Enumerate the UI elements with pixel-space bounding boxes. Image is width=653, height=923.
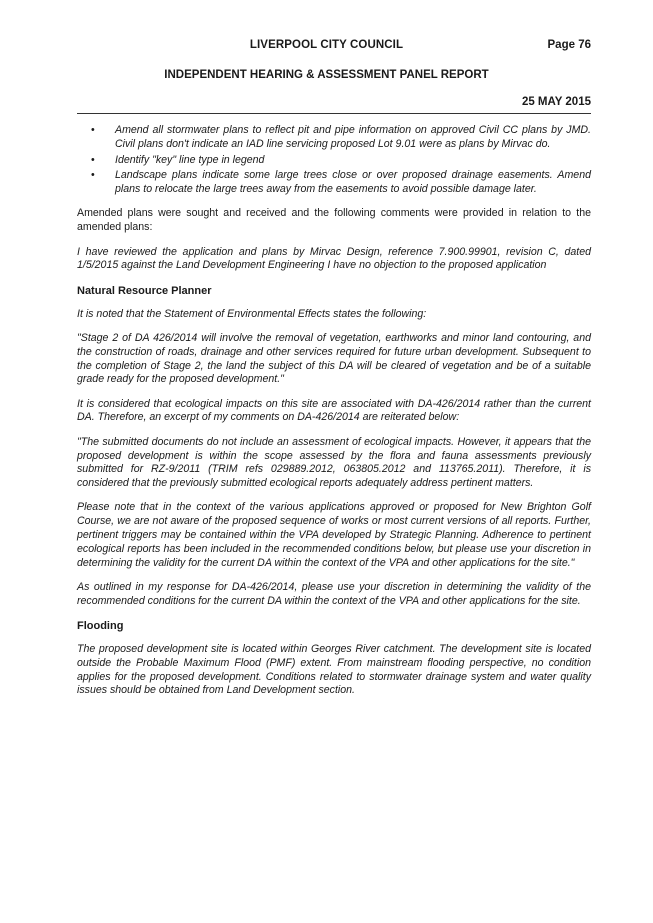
list-item-text: Identify "key" line type in legend [115,153,265,166]
list-item-text: Landscape plans indicate some large trees close or over proposed drainage easements. Amend plans to relocate the large trees away from the easements to avoid possible damage later. [115,169,591,196]
stage2-quote-paragraph: "Stage 2 of DA 426/2014 will involve the removal of vegetation, earthworks and minor land contouring, and the construction of roads, drainage and other services required for future urban development. Subsequent to the completion of Stage 2, the land the subject of this DA will be cleared of vegetation and be of a suitable grade ready for the proposed development." [77,331,591,386]
report-title: INDEPENDENT HEARING & ASSESSMENT PANEL REPORT [164,69,489,81]
natural-resource-heading: Natural Resource Planner [77,284,212,297]
report-date: 25 MAY 2015 [521,96,591,108]
list-item [77,124,591,152]
noted-paragraph: It is noted that the Statement of Environmental Effects states the following: [77,307,427,320]
document-body [77,124,591,709]
review-comment-paragraph: I have reviewed the application and plans by Mirvac Design, reference 7.900.99901, revision C, dated 1/5/2015 against the Land Development Engineering I have no objection to the proposed application [77,245,591,272]
list-item [77,169,591,197]
bullet-icon: • [91,153,95,166]
engineering-comments-list [77,124,591,197]
flooding-paragraph: The proposed development site is located within Georges River catchment. The development site is located outside the Probable Maximum Flood (PMF) extent. From mainstream flooding perspective, no condition applies for the proposed development. Conditions related to stormwater drainage system and water quality issues should be obtained from Land Development section. [77,643,591,697]
considered-paragraph: It is considered that ecological impacts on this site are associated with DA-426/2014 rather than the current DA. Therefore, an excerpt of my comments on DA-426/2014 are reiterated below: [77,397,591,424]
list-item-text: Amend all stormwater plans to reflect pit and pipe information on approved Civil CC plans by JMD. Civil plans don't indicate an IAD line servicing proposed Lot 9.01 were as plans by Mirvac do. [115,124,591,150]
council-name: LIVERPOOL CITY COUNCIL [249,39,404,51]
bullet-icon: • [91,124,95,136]
outlined-paragraph: As outlined in my response for DA-426/2014, please use your discretion in determining the validity of the recommended conditions for the current DA within the context of the VPA and other applications for the site. [77,580,591,607]
amended-plans-paragraph: Amended plans were sought and received and the following comments were provided in relation to the amended plans: [77,207,591,234]
please-note-paragraph: Please note that in the context of the various applications approved or proposed for New Brighton Golf Course, we are not aware of the proposed sequence of works or most current versions of all reports. Further, pertinent triggers may be contained within the VPA developed by Strategic Planning. Adherence to pertinent ecological reports has been included in the recommended conditions below, but please use your discretion in determining the validity for the current DA within the context of the VPA and other applications for the site." [77,501,591,569]
submitted-documents-paragraph: "The submitted documents do not include an assessment of ecological impacts. However, it appears that the proposed development is within the scope assessed by the flora and fauna assessments previously submitted for RZ-9/2011 (TRIM refs 029889.2012, 063805.2012 and 113765.2011). Therefore, it is considered that the previously submitted ecological reports adequately address pertinent matters. [77,435,591,490]
page-number: Page 76 [547,39,591,51]
header-divider [77,113,591,114]
list-item [77,154,591,168]
bullet-icon: • [91,169,95,182]
flooding-heading: Flooding [77,620,124,633]
